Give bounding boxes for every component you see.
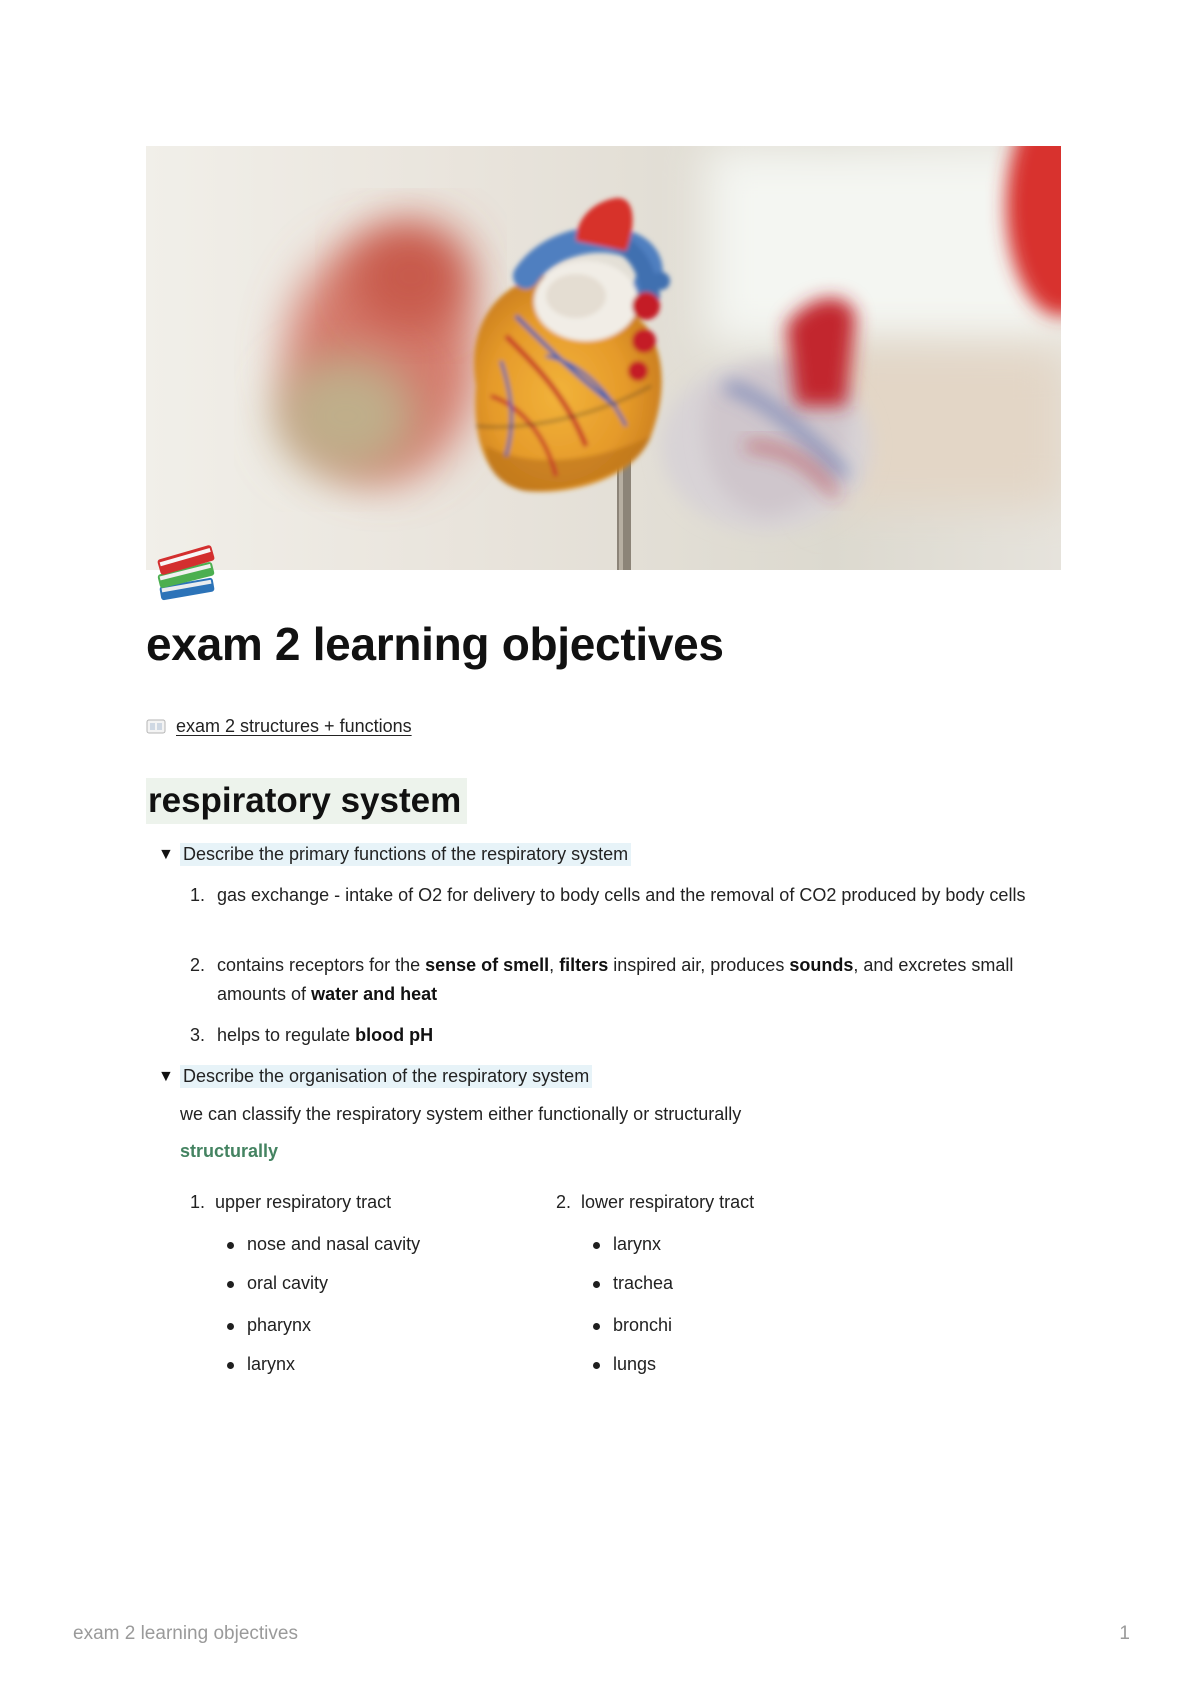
list-item: nose and nasal cavity (223, 1234, 420, 1255)
text-run: inspired air, produces (608, 955, 790, 975)
list-item: trachea (589, 1273, 673, 1294)
list-item: bronchi (589, 1315, 672, 1336)
page-number: 1 (1119, 1623, 1130, 1644)
text-run: helps to regulate (217, 1025, 356, 1045)
column-lower-heading (556, 1192, 754, 1213)
bold-run: filters (559, 955, 609, 975)
list-item: larynx (223, 1354, 295, 1375)
list-item: pharynx (223, 1315, 311, 1336)
list-number: 2. (556, 1192, 572, 1212)
list-number: 2. (190, 955, 206, 975)
column-title: lower respiratory tract (581, 1192, 755, 1212)
list-item: larynx (589, 1234, 661, 1255)
list-item (190, 1021, 1060, 1050)
list-item (190, 951, 1060, 1009)
list-number: 1. (190, 885, 206, 905)
bold-run: water and heat (311, 984, 438, 1004)
bold-run: sense of smell (425, 955, 550, 975)
list-number: 3. (190, 1025, 206, 1045)
toggle-label: Describe the primary functions of the respiratory system (180, 843, 631, 866)
books-icon (150, 538, 224, 608)
list-item (190, 881, 1060, 910)
toggle-organisation[interactable] (158, 1065, 592, 1088)
list-text (217, 1021, 1060, 1050)
list-item: lungs (589, 1354, 656, 1375)
toggle-label: Describe the organisation of the respiratory system (180, 1065, 592, 1088)
bold-run: blood pH (355, 1025, 434, 1045)
column-title: upper respiratory tract (215, 1192, 392, 1212)
list-text: gas exchange - intake of O2 for delivery to body cells and the removal of CO2 produced by body cells (217, 885, 1026, 905)
cover-image (146, 146, 1061, 570)
toggle-caret-icon[interactable]: ▼ (158, 845, 174, 863)
text-run: contains receptors for the (217, 955, 426, 975)
text-run: , (549, 955, 560, 975)
heart-model-photo (146, 146, 1061, 570)
structurally-label: structurally (180, 1141, 279, 1161)
intro-text: we can classify the respiratory system either functionally or structurally (180, 1104, 742, 1124)
page-title: exam 2 learning objectives (146, 618, 724, 670)
toggle-caret-icon[interactable]: ▼ (158, 1067, 174, 1085)
column-upper-heading (190, 1192, 391, 1213)
toggle-primary-functions[interactable] (158, 843, 631, 866)
linked-page-link[interactable]: exam 2 structures + functions (176, 716, 412, 736)
section-heading: respiratory system (146, 778, 467, 824)
list-text (217, 951, 1060, 1009)
list-number: 1. (190, 1192, 206, 1212)
footer-title: exam 2 learning objectives (73, 1623, 298, 1644)
bold-run: sounds (789, 955, 854, 975)
text-run: , and excretes small amounts of (217, 955, 1014, 1004)
linked-page[interactable] (146, 716, 412, 737)
list-item: oral cavity (223, 1273, 328, 1294)
document-icon (146, 718, 166, 735)
